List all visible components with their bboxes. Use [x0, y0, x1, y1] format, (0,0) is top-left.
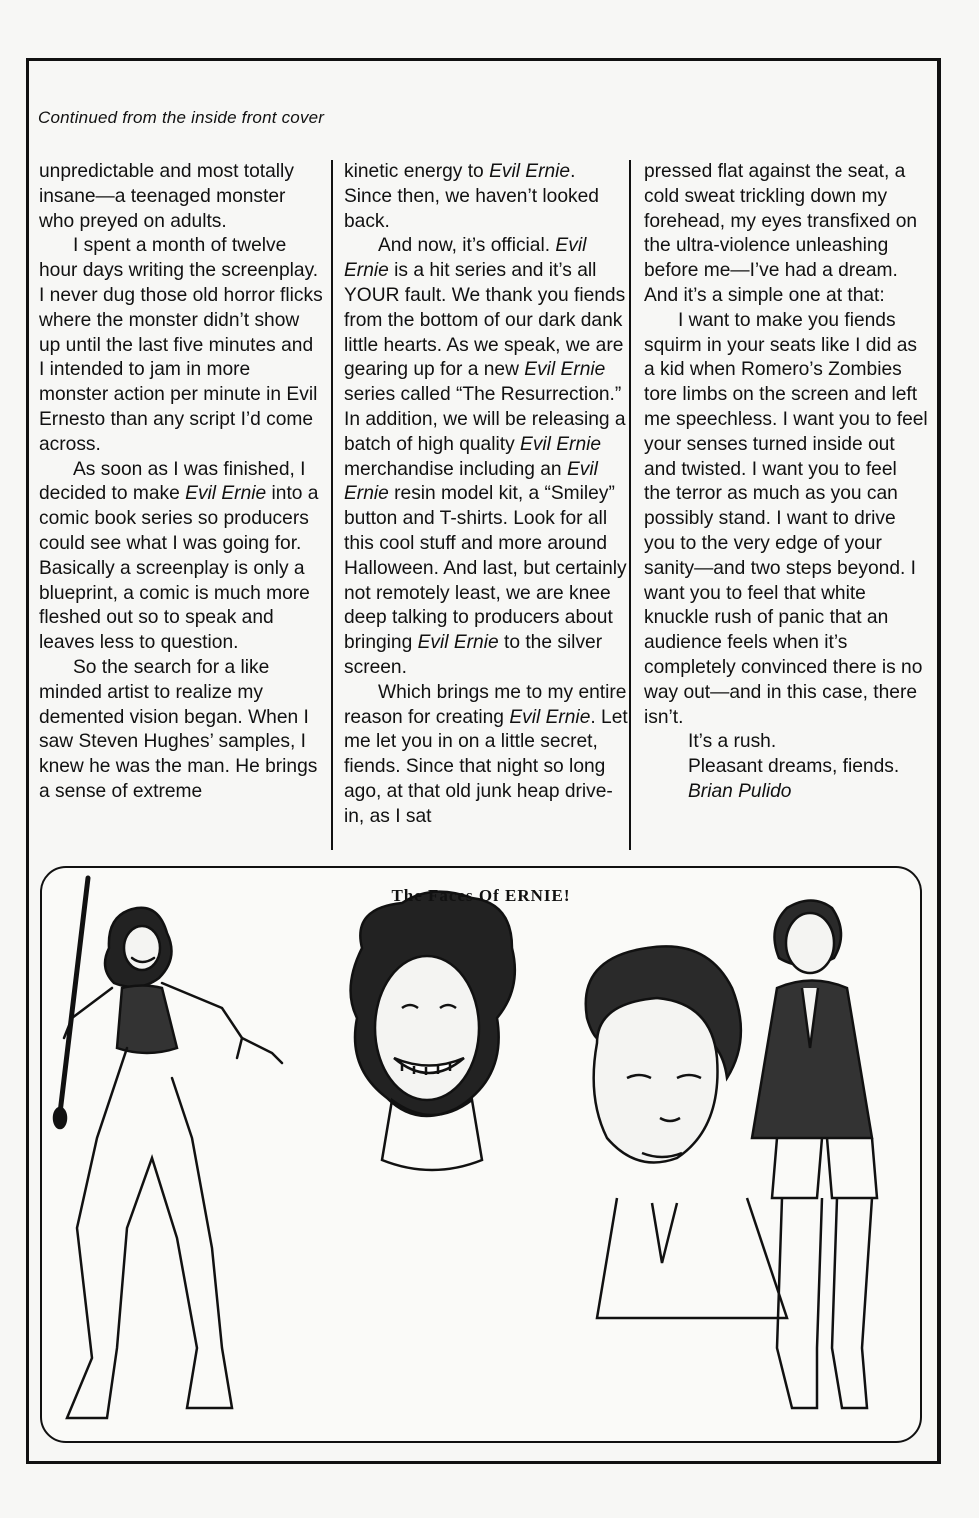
article-paragraph: [39, 458, 323, 656]
text-column-2: [344, 160, 628, 860]
intro-line: Continued from the inside front cover: [38, 108, 325, 127]
text-run: merchandise including an: [344, 458, 567, 480]
text-column-1: [39, 160, 323, 860]
italic-title-run: Evil Ernie: [524, 359, 606, 381]
text-run: I spent a month of twelve hour days writing the screenplay. I never dug those old horror flicks where the monster didn’t show up until the last five minutes and I intended to jam in more monster action per minute in Evil Ernesto than any script I’d come across.: [39, 235, 323, 455]
closing-block: [644, 730, 928, 804]
text-run: to the silver screen.: [344, 632, 603, 678]
panel-title: The Faces Of ERNIE!: [391, 886, 571, 905]
article-paragraph: [644, 309, 928, 731]
text-run: unpredictable and most totally insane—a teenaged monster who preyed on adults.: [39, 161, 294, 232]
text-run: into a comic book series so producers could see what I was going for. Basically a screenplay is only a blueprint, a comic is much more fleshed out so to speak and leaves less to question.: [39, 483, 319, 654]
faces-of-ernie-illustration: [42, 868, 920, 1441]
text-column-3: [644, 160, 928, 860]
text-run: . Since then, we haven’t looked back.: [344, 161, 599, 232]
text-run: pressed flat against the seat, a cold sweat trickling down my forehead, my eyes transfixed on the ultra-violence unleashing before me—I’ve had a dream. And it’s a simple one at that:: [644, 161, 918, 306]
schoolboy-figure-drawing: [752, 901, 877, 1409]
closing-line-2: Pleasant dreams, fiends.: [688, 756, 900, 778]
text-run: series called “The Resurrection.” In addition, we will be releasing a batch of high quality: [344, 384, 626, 455]
italic-title-run: Evil Ernie: [417, 632, 499, 654]
article-paragraph: [39, 656, 323, 805]
italic-title-run: Evil Ernie: [185, 483, 267, 505]
column-divider-1: [331, 160, 333, 850]
text-run: kinetic energy to: [344, 161, 490, 182]
article-paragraph: [344, 681, 628, 830]
text-run: . Let me let you in on a little secret, fiends. Since that night so long ago, at that old junk heap drive-in, as I sat: [344, 706, 628, 827]
text-run: Which brings me to my entire reason for creating: [344, 681, 627, 728]
text-run: is a hit series and it’s all YOUR fault. We thank you fiends from the bottom of our dark dank little hearts. As we speak, we are gearing up for a new: [344, 260, 626, 381]
text-run: As soon as I was finished, I decided to make: [39, 458, 306, 505]
author-signature: Brian Pulido: [688, 780, 792, 802]
article-paragraph: [39, 160, 323, 234]
article-paragraph: [344, 234, 628, 680]
text-run: So the search for a like minded artist to realize my demented vision began. When I saw Steven Hughes’ samples, I knew he was the man. He brings a sense of extreme: [39, 656, 318, 802]
italic-title-run: Evil Ernie: [489, 161, 571, 182]
article-paragraph: [344, 160, 628, 234]
article-paragraph: [644, 160, 928, 309]
text-run: And now, it’s official.: [378, 235, 556, 257]
illustration-panel: [40, 866, 922, 1443]
article-paragraph: [39, 234, 323, 457]
italic-title-run: Evil Ernie: [509, 706, 591, 728]
italic-title-run: Evil Ernie: [344, 458, 598, 505]
italic-title-run: Evil Ernie: [520, 433, 602, 455]
closing-line-1: It’s a rush.: [688, 731, 777, 753]
grinning-face-drawing: [351, 892, 515, 1170]
crouching-figure-drawing: [54, 878, 282, 1418]
italic-title-run: Evil Ernie: [344, 235, 587, 282]
text-run: I want to make you fiends squirm in your seats like I did as a kid when Romero’s Zombies tore limbs on the screen and left me speechless. I want you to feel your senses turned inside out and twisted. I want you to feel the terror as much as you can possibly stand. I want to drive you to the very edge of your sanity—and two steps beyond. I want you to feel that white knuckle rush of panic that an audience feels when it’s completely convinced there is no way out—and in this case, there isn’t.: [644, 309, 928, 728]
column-divider-2: [629, 160, 631, 850]
text-run: resin model kit, a “Smiley” button and T-shirts. Look for all this cool stuff and more around Halloween. And last, but certainly not remotely least, we are knee deep talking to producers about bringing: [344, 483, 627, 654]
